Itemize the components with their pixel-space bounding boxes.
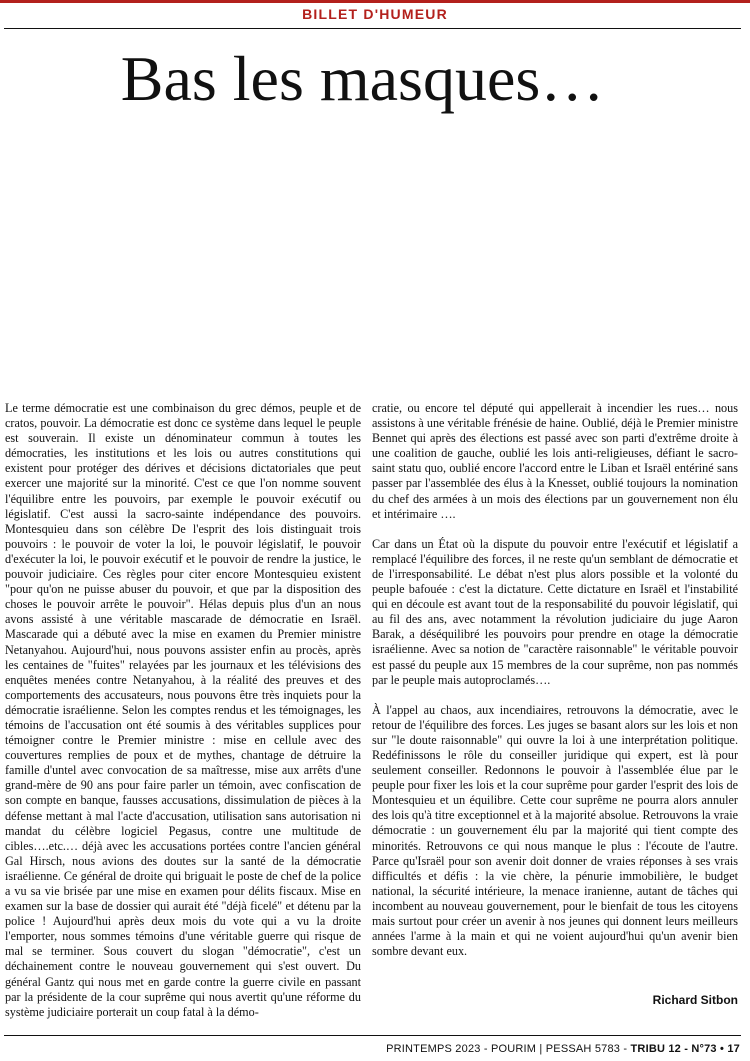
article-column-right bbox=[372, 401, 738, 959]
top-accent-line bbox=[0, 0, 750, 3]
footer-divider bbox=[4, 1035, 741, 1036]
article-paragraph: cratie, ou encore tel député qui appellerait à incendier les rues… nous assistons à une véritable frénésie de haine. Oublié, déjà le Premier ministre Bennet qui après des élections est passé avec son parti d'extrême droite à une coalition de gauche, oublié les lois anti-religieuses, défiant le sacro-saint statu quo, oublié encore l'accord entre le Liban et Israël entériné sans passer par l'assemblée des élus à la Knesset, oublié toujours la nomination du chef des armées à un mois des élections par un gouvernement non élu et intérimaire …. bbox=[372, 401, 738, 521]
article-column-left bbox=[5, 401, 361, 1020]
article-paragraph: Le terme démocratie est une combinaison du grec démos, peuple et de cratos, pouvoir. La démocratie est donc ce système dans lequel le peuple est souverain. Il existe un dénominateur commun à toutes les démocraties, les institutions et les lois ou autres constitutions qui existent pour protéger des dérives et décisions dictatoriales que peut exercer une majorité sur la minorité. C'est ce que l'on nomme souvent l'équilibre entre les pouvoirs, par exemple le pouvoir exécutif ou législatif. C'est aussi la sacro-sainte indépendance des pouvoirs. Montesquieu dans son célèbre De l'esprit des lois distinguait trois pouvoirs : le pouvoir de voter la loi, le pouvoir législatif, le pouvoir d'exécuter la loi, le pouvoir exécutif et le pouvoir de rendre la justice, le pouvoir judiciaire. Ces règles pour citer encore Montesquieu existent "pour qu'on ne puisse abuser du pouvoir, et que par la disposition des choses le pouvoir arrête le pouvoir". Hélas depuis plus d'un an nous avons assisté à une véritable mascarade de démocratie en Israël. Mascarade qui a débuté avec la mise en examen du Premier ministre Netanyahou. Aujourd'hui, nous pouvons assister enfin au procès, après les centaines de "fuites" relayées par les journaux et les télévisions des enquêtes menées contre Netanyahou, à la réalité des preuves et des comportements des accusateurs, nous pouvons être très inquiets pour la démocratie israélienne. Selon les comptes rendus et les témoignages, les témoins de l'accusation ont été soumis à des véritables supplices pour témoigner contre le Premier ministre : mise en cellule avec des couvertures remplies de poux et de mythes, chantage de détruire la famille d'untel avec convocation de sa maîtresse, mise aux arrêts d'une grand-mère de 90 ans pour faire parler un témoin, avec confiscation de son compte en banque, fausses accusations, dissimulation de pièces à la défense mettant à mal l'acte d'accusation, utilisation sans autorisation ni mandat du célèbre logiciel Pegasus, contre une multitude de cibles….etc.… déjà avec les accusations portées contre l'ancien général Gal Hirsch, nous avions des doutes sur la santé de la démocratie israélienne. Ce général de droite qui briguait le poste de chef de la police a vu sa vie brisée par une mise en examen pour délits fiscaux. Mise en examen sur la base de dossier qui aurait été "déjà ficelé" et détenu par la police ! Aujourd'hui après deux mois du vote qui a vu la droite l'emporter, nous sommes témoins d'une véritable guerre qui risque de mal se terminer. Sous couvert du slogan "démocratie", c'est un déchainement contre le nouveau gouvernement qui s'est ouvert. Du général Gantz qui nous met en garde contre la guerre civile en passant par la présidente de la cour suprême qui nous avertit qu'une réforme du système judiciaire porterait un coup fatal à la démo- bbox=[5, 401, 361, 1019]
article-headline: Bas les masques… bbox=[120, 43, 605, 114]
article-paragraph: À l'appel au chaos, aux incendiaires, retrouvons la démocratie, avec le retour de l'équilibre des forces. Les juges se basant alors sur les lois et non sur "le doute raisonnable" qui ouvre la loi à une interprétation politique. Redéfinissons le rôle du conseiller juridique qui expert, est là pour seulement conseiller. Redonnons le pouvoir à l'assemblée élue par le peuple pour fixer les lois et la cour suprême pour garder l'esprit des lois de Montesquieu et un équilibre. Cette cour suprême ne pourra alors annuler des lois qu'à titre exceptionnel et à la majorité absolue. Retrouvons la vraie démocratie : un gouvernement élu par la majorité qui tient compte des minorités. Retrouvons ce qui nous manque le plus : l'écoute de l'autre. Parce qu'Israël pour son avenir doit donner de vraies réponses à ses vrais difficultés et défis : la vie chère, la pénurie immobilière, le budget national, la sécurité intérieure, la menace iranienne, autant de tâches qui incombent au nouveau gouvernement, pour le bienfait de tous les citoyens mais surtout pour créer un avenir à nos jeunes qui donnent leurs meilleurs années l'arme à la main et qui ne voient aujourd'hui qu'un avenir bien sombre devant eux. bbox=[372, 702, 738, 959]
page-footer bbox=[386, 1043, 740, 1055]
article-paragraph: Car dans un État où la dispute du pouvoir entre l'exécutif et législatif a remplacé l'équilibre des forces, il ne reste qu'un semblant de démocratie et de l'irresponsabilité. Le débat n'est plus alors possible et la volonté du peuple bafouée : c'est la dictature. Cette dictature en Israël et l'instabilité qui en découle est avant tout de la responsabilité du pouvoir législatif, qui au fil des ans, avec notamment la révolution judiciaire du juge Aaron Barak, a déséquilibré les pouvoirs pour prendre en otage la démocratie israélienne. Avec sa notion de "caractère raisonnable" le véritable pouvoir est passé du peuple aux 15 membres de la cour suprême, non pas nommés par le peuple mais autoproclamés…. bbox=[372, 536, 738, 687]
footer-season: PRINTEMPS 2023 - POURIM bbox=[386, 1043, 537, 1055]
author-signature: Richard Sitbon bbox=[652, 993, 738, 1007]
footer-bullet: • bbox=[720, 1043, 725, 1055]
footer-issue: TRIBU 12 - N°73 bbox=[630, 1043, 717, 1055]
section-label: BILLET D'HUMEUR bbox=[302, 6, 448, 22]
footer-pessah: PESSAH 5783 - bbox=[545, 1043, 628, 1055]
footer-separator: | bbox=[539, 1043, 543, 1055]
page-number: 17 bbox=[727, 1043, 740, 1055]
header-divider bbox=[4, 28, 741, 29]
